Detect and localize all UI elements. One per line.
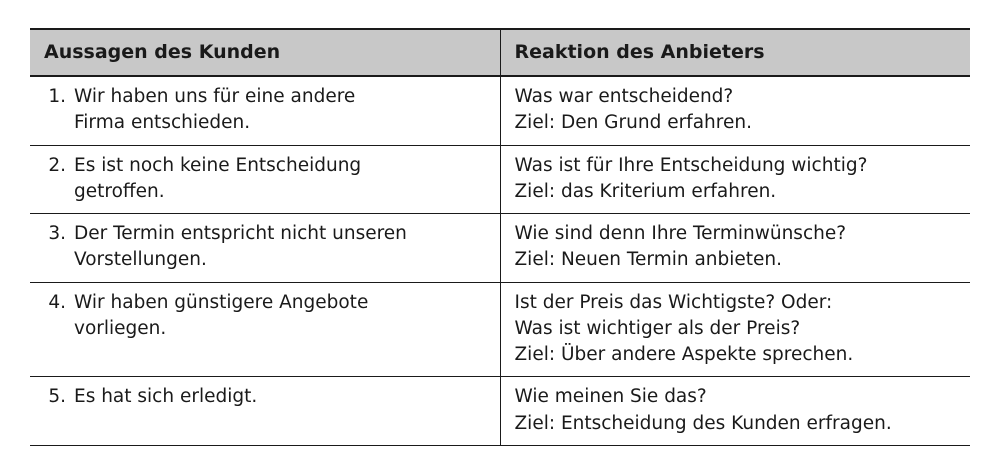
provider-reaction-cell <box>500 76 970 145</box>
column-header-statements: Aussagen des Kunden <box>30 29 500 76</box>
statement-line: Wir haben günstigere Angebote <box>74 291 369 313</box>
statement-wrapper <box>44 84 492 137</box>
statement-number: 4. <box>48 291 66 313</box>
reaction-line: Ist der Preis das Wichtigste? Oder: <box>514 291 833 313</box>
statement-wrapper <box>44 153 492 206</box>
statement-line: vorliegen. <box>74 317 167 339</box>
reaction-line: Ziel: Den Grund erfahren. <box>514 112 752 134</box>
table-row <box>30 145 970 214</box>
statement-text <box>74 384 492 410</box>
statement-number: 2. <box>48 154 66 176</box>
provider-reaction-cell <box>500 214 970 283</box>
statement-text <box>74 221 492 274</box>
statement-line: Es ist noch keine Entscheidung <box>74 154 362 176</box>
table-header <box>30 29 970 76</box>
page-footer-space <box>30 446 970 472</box>
customer-statement-cell <box>30 282 500 377</box>
statement-wrapper <box>44 290 492 343</box>
statement-number: 5. <box>48 386 66 408</box>
statement-text <box>74 153 492 206</box>
statement-text <box>74 84 492 137</box>
statement-wrapper <box>44 384 492 410</box>
provider-reaction-cell <box>500 145 970 214</box>
table-row <box>30 377 970 446</box>
customer-statement-cell <box>30 76 500 145</box>
provider-reaction-cell <box>500 377 970 446</box>
reaction-line: Was ist für Ihre Entscheidung wichtig? <box>514 154 868 176</box>
reaction-line: Wie meinen Sie das? <box>514 386 707 408</box>
customer-statement-cell <box>30 377 500 446</box>
objection-response-table <box>30 28 970 446</box>
statement-number: 3. <box>48 223 66 245</box>
statement-text <box>74 290 492 343</box>
table-header-row <box>30 29 970 76</box>
customer-statement-cell <box>30 214 500 283</box>
customer-statement-cell <box>30 145 500 214</box>
reaction-line: Wie sind denn Ihre Terminwünsche? <box>514 223 847 245</box>
reaction-line: Was war entscheidend? <box>514 85 734 107</box>
statement-line: Wir haben uns für eine andere <box>74 85 356 107</box>
table-row <box>30 282 970 377</box>
table-row <box>30 214 970 283</box>
statement-number: 1. <box>48 85 66 107</box>
statement-wrapper <box>44 221 492 274</box>
reaction-line: Was ist wichtiger als der Preis? <box>514 317 801 339</box>
statement-line: Firma entschieden. <box>74 112 251 134</box>
statement-line: getroffen. <box>74 180 165 202</box>
reaction-line: Ziel: Entscheidung des Kunden erfragen. <box>514 412 892 434</box>
table-row <box>30 76 970 145</box>
reaction-line: Ziel: Über andere Aspekte sprechen. <box>514 344 854 366</box>
provider-reaction-cell <box>500 282 970 377</box>
reaction-line: Ziel: Neuen Termin anbieten. <box>514 249 783 271</box>
reaction-line: Ziel: das Kriterium erfahren. <box>514 180 777 202</box>
statement-line: Vorstellungen. <box>74 249 207 271</box>
column-header-reactions: Reaktion des Anbieters <box>500 29 970 76</box>
statement-line: Es hat sich erledigt. <box>74 386 258 408</box>
table-body <box>30 76 970 445</box>
statement-line: Der Termin entspricht nicht unseren <box>74 223 407 245</box>
